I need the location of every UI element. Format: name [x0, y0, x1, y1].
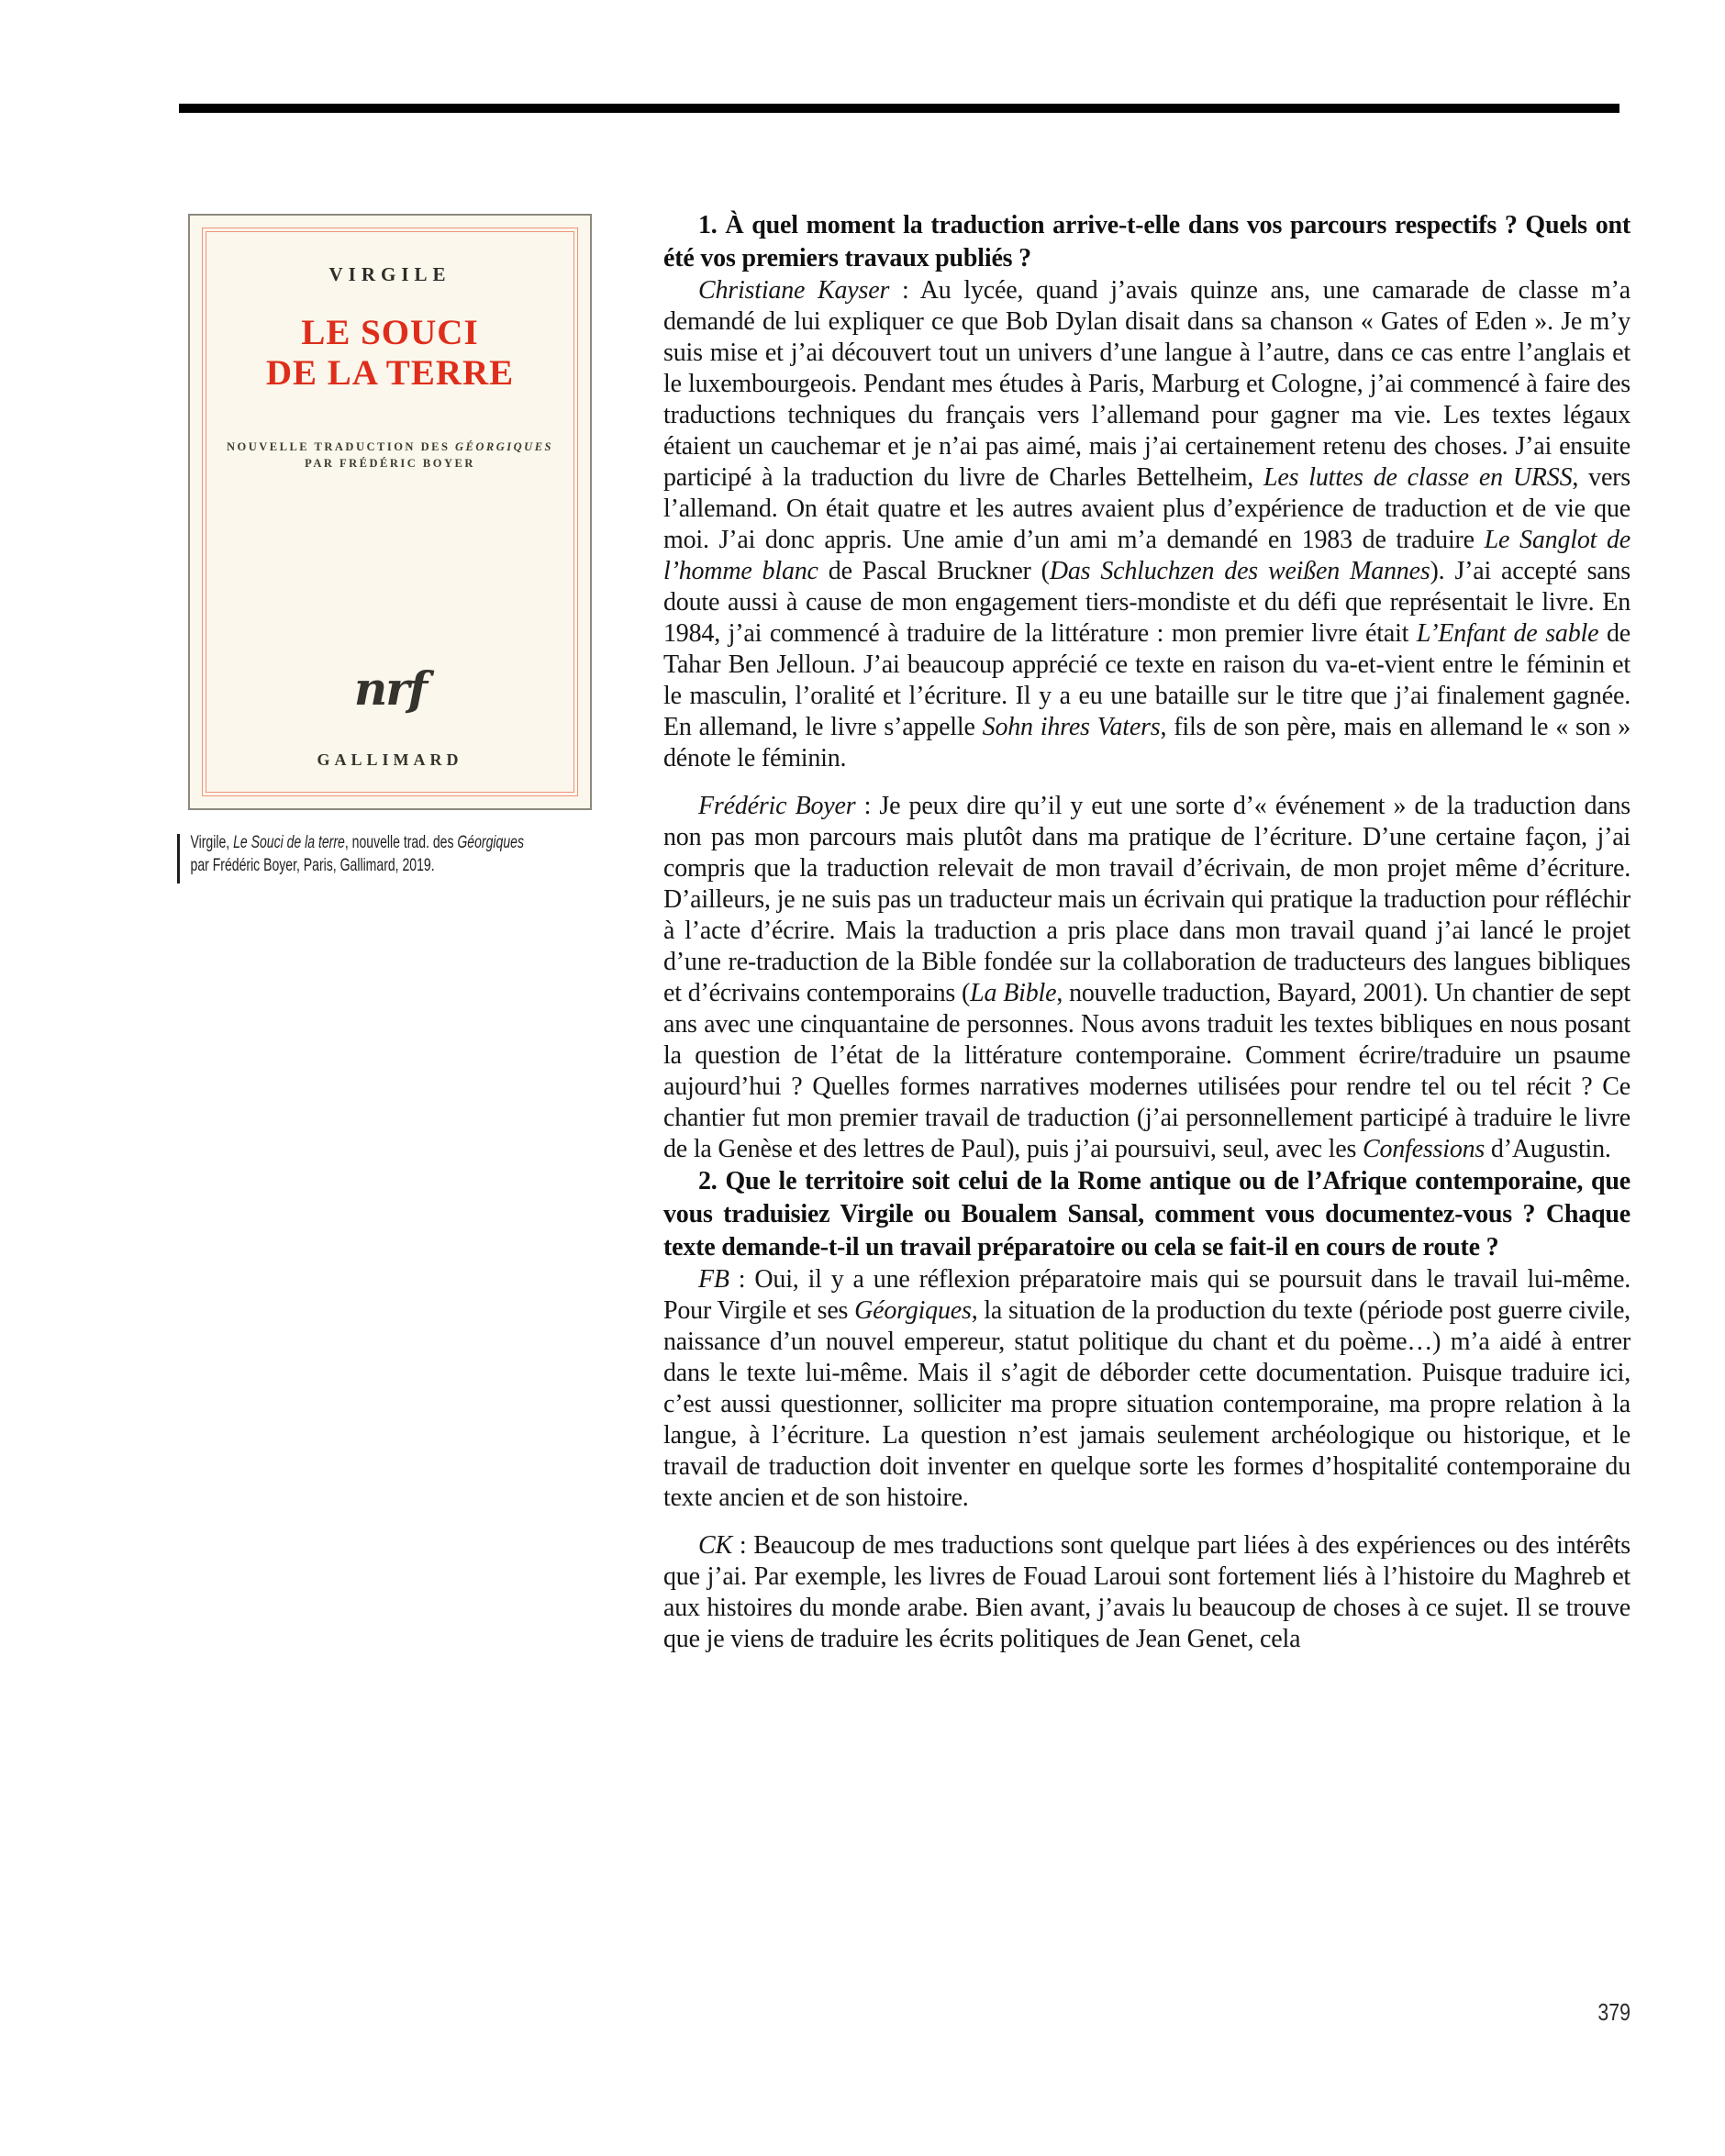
interview-question-2: 2. Que le territoire soit celui de la Rome antique ou de l’Afrique contemporaine, que vous traduisiez Virgile ou Boualem Sansal, comment vous documentez-vous ? Chaque texte demande-t-il un travail préparatoire ou cela se fait-il en cours de route ?: [663, 1167, 1630, 1261]
header-rule: [179, 104, 1619, 113]
answer-frederic-boyer-1: Frédéric Boyer : Je peux dire qu’il y eut une sorte d’« événement » de la traduction dans non pas mon parcours mais plutôt dans ma pratique de l’écriture. D’une certaine façon, j’ai compris que la traduction relevait de mon travail d’écrivain, de mon projet même d’écriture. D’ailleurs, je ne suis pas un traducteur mais un écrivain qui pratique la traduction pour réfléchir à l’acte d’écrire. Mais la traduction a pris place dans mon travail quand j’ai lancé le projet d’une re-traduction de la Bible fondée sur la collaboration de traducteurs des langues bibliques et d’écrivains contemporains (La Bible, nouvelle traduction, Bayard, 2001). Un chantier de sept ans avec une cinquantaine de personnes. Nous avons traduit les textes bibliques en nous posant la question de l’état de la littérature contemporaine. Comment écrire/traduire un psaume aujourd’hui ? Quelles formes narratives modernes utilisées pour rendre tel ou tel récit ? Ce chantier fut mon premier travail de traduction (j’ai personnellement participé à traduire le livre de la Genèse et des lettres de Paul), puis j’ai poursuivi, seul, avec les Confessions d’Augustin.: [663, 792, 1631, 1163]
caption-text: [180, 831, 524, 877]
interview-question-1: 1. À quel moment la traduction arrive-t-elle dans vos parcours respectifs ? Quels ont été vos premiers travaux publiés ?: [663, 211, 1630, 272]
interview-text-column: [663, 209, 1630, 1655]
cover-author: VIRGILE: [328, 263, 451, 285]
book-cover: [188, 214, 592, 810]
cover-title-line-1: LE SOUCI: [301, 313, 479, 352]
cover-subtitle-line-1: NOUVELLE TRADUCTION DES GÉORGIQUES: [226, 440, 553, 453]
nrf-logo: nrf: [353, 661, 427, 716]
answer-christiane-kayser-1: Christiane Kayser : Au lycée, quand j’avais quinze ans, une camarade de classe m’a demandé de lui expliquer ce que Bob Dylan disait dans sa chanson « Gates of Eden ». Je m’y suis mise et j’ai découvert tout un univers d’une langue à l’autre, dans ce cas entre l’anglais et le luxembourgeois. Pendant mes études à Paris, Marburg et Cologne, j’ai commencé à faire des traductions techniques du français vers l’allemand pour gagner ma vie. Les textes légaux étaient un cauchemar et je n’ai pas aimé, mais j’ai certainement retenu des choses. J’ai ensuite participé à la traduction du livre de Charles Bettelheim, Les luttes de classe en URSS, vers l’allemand. On était quatre et les autres avaient plus d’expérience de traduction et de vie que moi. J’ai donc appris. Une amie d’un ami m’a demandé en 1983 de traduire Le Sanglot de l’homme blanc de Pascal Bruckner (Das Schluchzen des weißen Mannes). J’ai accepté sans doute aussi à cause de mon engagement tiers-mondiste et du défi que représentait le livre. En 1984, j’ai commencé à traduire de la littérature : mon premier livre était L’Enfant de sable de Tahar Ben Jelloun. J’ai beaucoup apprécié ce texte en raison du va-et-vient entre le féminin et le masculin, l’oralité et l’écriture. Il y a eu une bataille sur le titre que j’ai finalement gagnée. En allemand, le livre s’appelle Sohn ihres Vaters, fils de son père, mais en allemand le « son » dénote le féminin.: [663, 276, 1631, 772]
cover-subtitle: [190, 439, 590, 472]
answer-frederic-boyer-2: FB : Oui, il y a une réflexion préparatoire mais qui se poursuit dans le travail lui-même. Pour Virgile et ses Géorgiques, la situation de la production du texte (période post guerre civile, naissance d’un nouvel empereur, statut politique du chant et du poème…) m’a aidé à entrer dans le texte lui-même. Mais il s’agit de déborder cette documentation. Puisque traduire ici, c’est aussi questionner, solliciter ma propre situation contemporaine, ma propre relation à la langue, à l’écriture. La question n’est jamais seulement archéologique ou historique, et le travail de traduction doit inventer en quelque sorte les formes d’hospitalité contemporaine du texte ancien et de son histoire.: [663, 1265, 1630, 1512]
caption-line-2: par Frédéric Boyer, Paris, Gallimard, 2019.: [190, 855, 435, 875]
page-number: 379: [1597, 1998, 1630, 2026]
caption-line-1: Virgile, Le Souci de la terre, nouvelle trad. des Géorgiques: [190, 832, 524, 852]
cover-subtitle-line-2: PAR FRÉDÉRIC BOYER: [305, 457, 475, 470]
cover-title-line-2: DE LA TERRE: [265, 353, 515, 393]
cover-publisher: GALLIMARD: [317, 750, 463, 769]
answer-christiane-kayser-2: CK : Beaucoup de mes traductions sont quelque part liées à des expériences ou des intérêts que j’ai. Par exemple, les livres de Fouad Laroui sont fortement liés à l’histoire du Maghreb et aux histoires du monde arabe. Bien avant, j’avais lu beaucoup de choses à ce sujet. Il se trouve que je viens de traduire les écrits politiques de Jean Genet, cela: [663, 1531, 1630, 1653]
figure-caption: [177, 831, 658, 884]
cover-title: [190, 313, 590, 394]
